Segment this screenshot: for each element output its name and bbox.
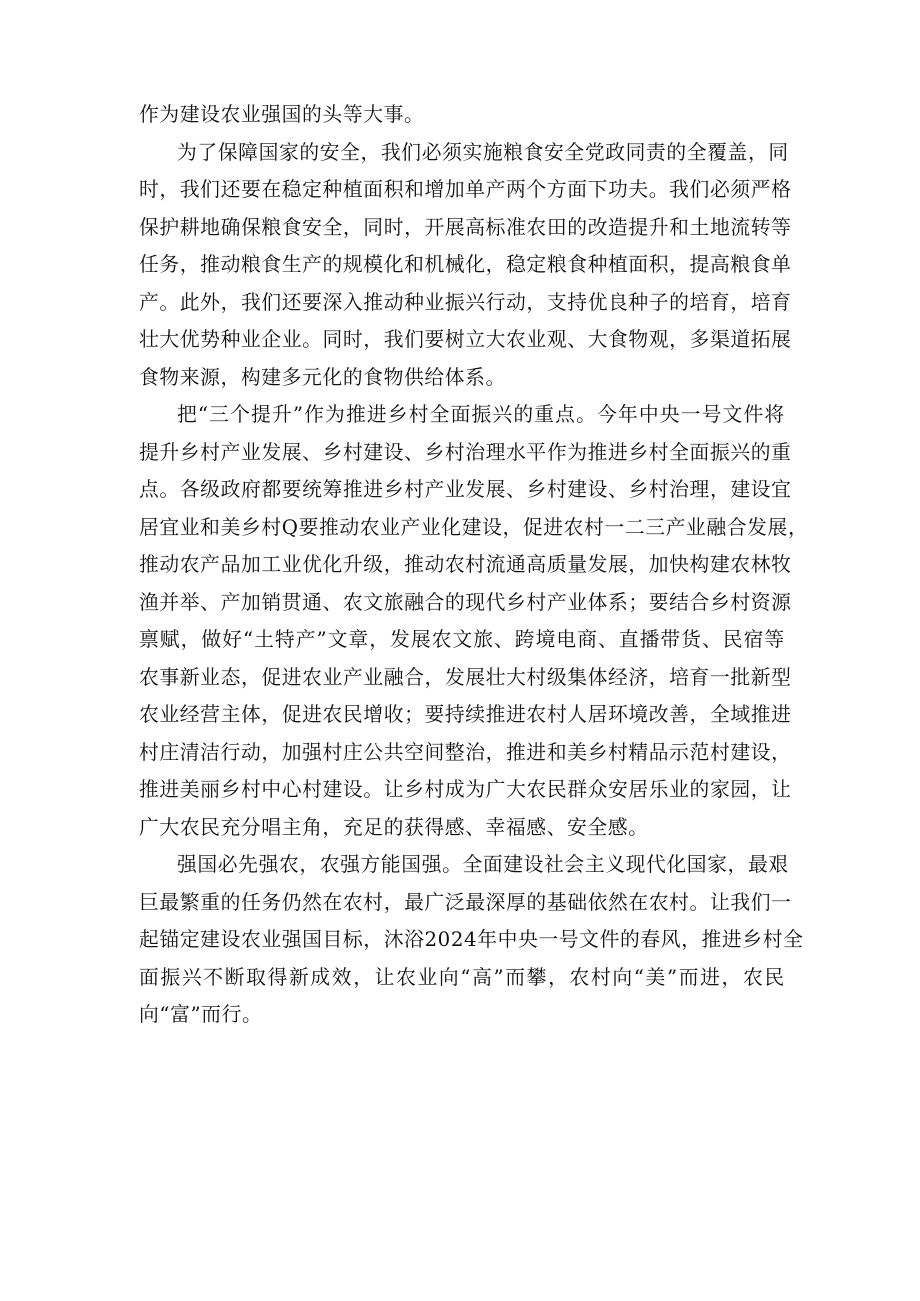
text-line: 推 进 美 丽 乡 村 中 心 村 建 设 。 让 乡 村 成 为 广 大 农 民 群 众 安 居 乐 业 的 家 园 ， 让 xyxy=(139,778,792,801)
text-line: 村 庄 清 洁 行 动 ， 加 强 村 庄 公 共 空 间 整 治 ， 推 进 和 美 乡 村 精 品 示 范 村 建 设 ， xyxy=(139,740,792,764)
text-line: 产 。 此 外 ， 我 们 还 要 深 入 推 动 种 业 振 兴 行 动 ， 支 持 优 良 种 子 的 培 育 ， 培 育 xyxy=(139,290,792,314)
text-line: 点 。 各 级 政 府 都 要 统 筹 推 进 乡 村 产 业 发 展 、 乡 村 建 设 、 乡 村 治 理 ， 建 设 宜 xyxy=(139,478,792,501)
text-line: 强 国 必 先 强 农 ， 农 强 方 能 国 强 。 全 面 建 设 社 会 主 义 现 代 化 国 家 ， 最 艰 xyxy=(177,853,789,876)
text-line: 向“富”而行。 xyxy=(139,1003,263,1026)
text-line: 任 务 ， 推 动 粮 食 生 产 的 规 模 化 和 机 械 化 ， 稳 定 粮 食 种 植 面 积 ， 提 高 粮 食 单 xyxy=(139,253,792,276)
text-line: 居 宜 业 和 美 乡 村 Q 要 推 动 农 业 产 业 化 建 设 ， 促 进 农 村 一 二 三 产 业 融 合 发 展 ， xyxy=(139,515,809,539)
text-line: 巨 最 繁 重 的 任 务 仍 然 在 农 村 ， 最 广 泛 最 深 厚 的 基 础 依 然 在 农 村 。 让 我 们 一 xyxy=(139,890,792,914)
text-line: 作为建设农业强国的头等大事。 xyxy=(139,103,425,126)
document-body xyxy=(139,96,809,1034)
text-line: 渔 并 举 、 产 加 销 贯 通 、 农 文 旅 融 合 的 现 代 乡 村 产 业 体 系 ； 要 结 合 乡 村 资 源 xyxy=(139,590,792,614)
text-line: 推 动 农 产 品 加 工 业 优 化 升 级 ， 推 动 农 村 流 通 高 质 量 发 展 ， 加 快 构 建 农 林 牧 xyxy=(139,553,792,576)
text-line: 食物来源，构建多元化的食物供给体系。 xyxy=(139,365,506,389)
text-line: 时 ， 我 们 还 要 在 稳 定 种 植 面 积 和 增 加 单 产 两 个 方 面 下 功 夫 。 我 们 必 须 严 格 xyxy=(139,178,792,201)
text-line: 起 锚 定 建 设 农 业 强 国 目 标 ， 沐 浴 2024 年 中 央 一 号 文 件 的 春 风 ， 推 进 乡 村 全 xyxy=(139,928,804,951)
text-line: 壮 大 优 势 种 业 企 业 。 同 时 ， 我 们 要 树 立 大 农 业 观 、 大 食 物 观 ， 多 渠 道 拓 展 xyxy=(139,328,792,351)
text-line: 农 事 新 业 态 ， 促 进 农 业 产 业 融 合 ， 发 展 壮 大 村 级 集 体 经 济 ， 培 育 一 批 新 型 xyxy=(139,665,792,689)
text-line: 禀 赋 ， 做 好 “ 土 特 产 ” 文 章 ， 发 展 农 文 旅 、 跨 境 电 商 、 直 播 带 货 、 民 宿 等 xyxy=(139,628,785,651)
text-line: 保 护 耕 地 确 保 粮 食 安 全 ， 同 时 ， 开 展 高 标 准 农 田 的 改 造 提 升 和 土 地 流 转 等 xyxy=(139,215,792,239)
text-line: 面 振 兴 不 断 取 得 新 成 效 ， 让 农 业 向 “ 高 ” 而 攀 ， 农 村 向 “ 美 ” 而 进 ， 农 民 xyxy=(139,965,785,989)
text-line: 把 “ 三 个 提 升 ” 作 为 推 进 乡 村 全 面 振 兴 的 重 点 。 今 年 中 央 一 号 文 件 将 xyxy=(177,403,785,426)
text-line: 为 了 保 障 国 家 的 安 全 ， 我 们 必 须 实 施 粮 食 安 全 党 政 同 责 的 全 覆 盖 ， 同 xyxy=(177,140,789,164)
text-line: 广大农民充分唱主角，充足的获得感、幸福感、安全感。 xyxy=(139,815,649,839)
text-line: 农 业 经 营 主 体 ， 促 进 农 民 增 收 ； 要 持 续 推 进 农 村 人 居 环 境 改 善 ， 全 域 推 进 xyxy=(139,703,792,726)
text-line: 提 升 乡 村 产 业 发 展 、 乡 村 建 设 、 乡 村 治 理 水 平 作 为 推 进 乡 村 全 面 振 兴 的 重 xyxy=(139,440,792,464)
